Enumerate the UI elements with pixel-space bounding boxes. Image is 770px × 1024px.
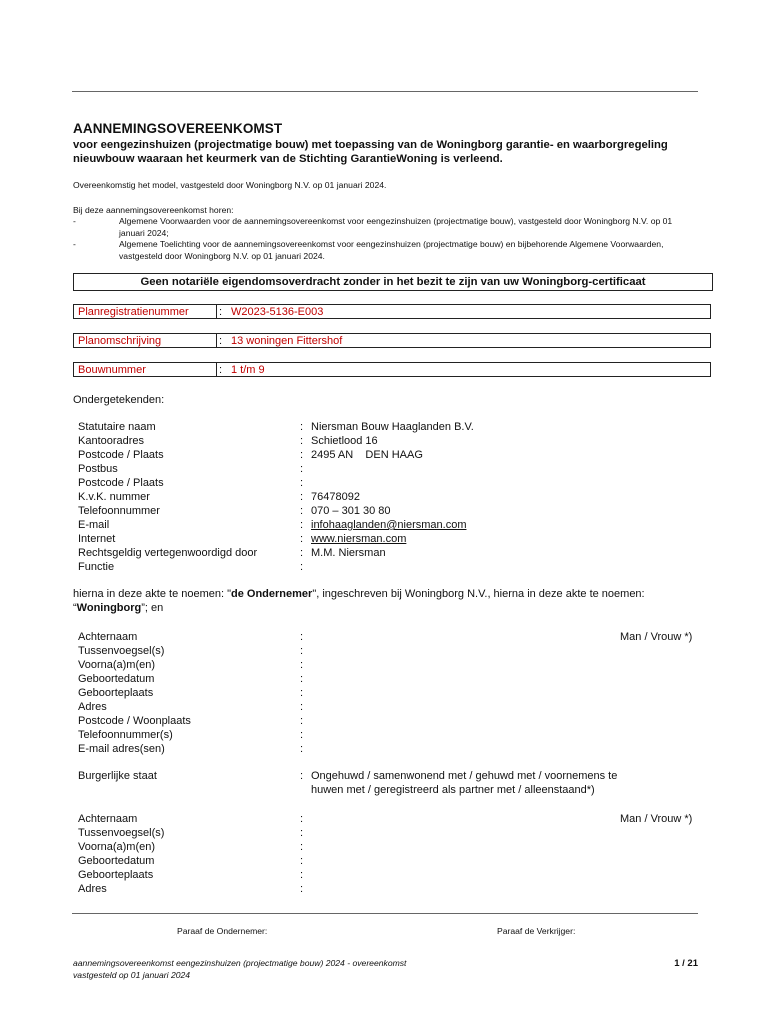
buyer-colon: : xyxy=(300,827,304,839)
hierna-text: hierna in deze akte te noemen: " xyxy=(73,588,232,600)
company-label: Rechtsgeldig vertegenwoordigd door xyxy=(78,547,258,559)
email-link[interactable]: infohaaglanden@niersman.com xyxy=(311,519,467,531)
company-label: K.v.K. nummer xyxy=(78,491,150,503)
company-details xyxy=(0,420,770,580)
plan-label: Planregistratienummer xyxy=(78,306,189,318)
buyer-colon: : xyxy=(300,813,304,825)
hierna-text: ”; en xyxy=(141,602,164,614)
gender-choice[interactable]: Man / Vrouw *) xyxy=(620,631,693,643)
bullet-dash: - xyxy=(73,239,76,249)
company-value: 2495 AN DEN HAAG xyxy=(311,449,423,461)
buyer-colon: : xyxy=(300,701,304,713)
document-subtitle: voor eengezinshuizen (projectmatige bouw) met toepassing van de Woningborg garantie- en waarborgregeling nieuwbouw waaraan het keurmerk van de Stichting GarantieWoning is verleend. xyxy=(73,139,668,165)
company-label: Functie xyxy=(78,561,115,573)
paraaf-ondernemer: Paraaf de Ondernemer: xyxy=(177,926,268,936)
company-colon: : xyxy=(300,435,304,447)
website-link[interactable]: www.niersman.com xyxy=(311,533,407,545)
company-value: 76478092 xyxy=(311,491,360,503)
gender-choice[interactable]: Man / Vrouw *) xyxy=(620,813,693,825)
plan-row-bouwnummer xyxy=(73,362,711,377)
plan-separator: : xyxy=(216,305,222,318)
plan-value: W2023-5136-E003 xyxy=(231,306,324,318)
company-colon: : xyxy=(300,561,304,573)
buyer-label: Adres xyxy=(78,701,107,713)
company-colon: : xyxy=(300,449,304,461)
document-title: AANNEMINGSOVEREENKOMST xyxy=(73,121,283,136)
plan-value: 13 woningen Fittershof xyxy=(231,335,343,347)
company-colon: : xyxy=(300,491,304,503)
page-number: 1 / 21 xyxy=(674,958,698,969)
hierna-paragraph xyxy=(73,587,703,615)
woningborg-term: Woningborg xyxy=(76,602,142,614)
footer-line: aannemingsovereenkomst eengezinshuizen (projectmatige bouw) 2024 - overeenkomst xyxy=(73,958,407,968)
buyer-colon: : xyxy=(300,631,304,643)
company-colon: : xyxy=(300,519,304,531)
certificate-warning-box: Geen notariële eigendomsoverdracht zonder in het bezit te zijn van uw Woningborg-certificaat xyxy=(73,273,713,291)
buyer-label: Voorna(a)m(en) xyxy=(78,841,156,853)
buyer-label: Postcode / Woonplaats xyxy=(78,715,191,727)
plan-label: Bouwnummer xyxy=(78,364,146,376)
civil-status xyxy=(0,769,770,799)
paraaf-verkrijger: Paraaf de Verkrijger: xyxy=(497,926,576,936)
buyer-label: Adres xyxy=(78,883,107,895)
civil-options[interactable]: Ongehuwd / samenwonend met / gehuwd met / voornemens te xyxy=(311,770,618,782)
company-label: E-mail xyxy=(78,519,110,531)
buyer-label: Geboorteplaats xyxy=(78,687,154,699)
company-label: Kantooradres xyxy=(78,435,145,447)
company-value: Schietlood 16 xyxy=(311,435,378,447)
buyer-label: Achternaam xyxy=(78,813,138,825)
company-label: Statutaire naam xyxy=(78,421,156,433)
company-colon: : xyxy=(300,547,304,559)
bullet-dash: - xyxy=(73,216,76,226)
buyer-colon: : xyxy=(300,743,304,755)
buyer-label: Tussenvoegsel(s) xyxy=(78,827,165,839)
company-label: Internet xyxy=(78,533,116,545)
buyer-label: E-mail adres(sen) xyxy=(78,743,165,755)
bullet-text: Algemene Toelichting voor de aannemingsovereenkomst voor eengezinshuizen (projectmatige bouw) en bijbehorende Algemene Voorwaarden, vastgesteld door Woningborg N.V. op 01 januari 2024. xyxy=(119,239,664,261)
buyer-colon: : xyxy=(300,729,304,741)
buyer-label: Geboortedatum xyxy=(78,673,155,685)
buyer-label: Achternaam xyxy=(78,631,138,643)
company-label: Postbus xyxy=(78,463,118,475)
buyer-colon: : xyxy=(300,883,304,895)
company-label: Postcode / Plaats xyxy=(78,449,164,461)
buyer-label: Geboortedatum xyxy=(78,855,155,867)
company-label: Telefoonnummer xyxy=(78,505,160,517)
company-colon: : xyxy=(300,505,304,517)
plan-label: Planomschrijving xyxy=(78,335,162,347)
intro-text: Overeenkomstig het model, vastgesteld door Woningborg N.V. op 01 januari 2024. xyxy=(73,180,387,190)
buyer-1-details xyxy=(0,630,770,760)
paraaf-rule xyxy=(72,913,698,914)
buyer-2-details xyxy=(0,812,770,900)
buyer-colon: : xyxy=(300,855,304,867)
buyer-colon: : xyxy=(300,715,304,727)
top-rule xyxy=(72,91,698,92)
buyer-colon: : xyxy=(300,687,304,699)
footer-line: vastgesteld op 01 januari 2024 xyxy=(73,969,191,980)
buyer-colon: : xyxy=(300,841,304,853)
company-colon: : xyxy=(300,477,304,489)
civil-label: Burgerlijke staat xyxy=(78,770,157,782)
company-value: Niersman Bouw Haaglanden B.V. xyxy=(311,421,474,433)
company-label: Postcode / Plaats xyxy=(78,477,164,489)
buyer-label: Tussenvoegsel(s) xyxy=(78,645,165,657)
company-value: M.M. Niersman xyxy=(311,547,386,559)
plan-value: 1 t/m 9 xyxy=(231,364,265,376)
civil-options[interactable]: huwen met / geregistreerd als partner met / alleenstaand*) xyxy=(311,784,595,796)
belongs-heading: Bij deze aannemingsovereenkomst horen: xyxy=(73,205,234,215)
buyer-label: Geboorteplaats xyxy=(78,869,154,881)
plan-separator: : xyxy=(216,334,222,347)
buyer-colon: : xyxy=(300,673,304,685)
plan-separator: : xyxy=(216,363,222,376)
buyer-label: Voorna(a)m(en) xyxy=(78,659,156,671)
company-value: 070 – 301 30 80 xyxy=(311,505,391,517)
bullet-text: Algemene Voorwaarden voor de aannemingsovereenkomst voor eengezinshuizen (projectmatige bouw), vastgesteld door Woningborg N.V. op 01 januari 2024; xyxy=(119,216,673,238)
company-colon: : xyxy=(300,533,304,545)
company-colon: : xyxy=(300,463,304,475)
buyer-colon: : xyxy=(300,869,304,881)
plan-row-description xyxy=(73,333,711,348)
signed-heading: Ondergetekenden: xyxy=(73,394,165,406)
buyer-label: Telefoonnummer(s) xyxy=(78,729,173,741)
buyer-colon: : xyxy=(300,659,304,671)
plan-row-registration xyxy=(73,304,711,319)
ondernemer-term: de Ondernemer xyxy=(231,588,313,600)
hierna-text: ", ingeschreven bij Woningborg N.V., hierna in deze akte te noemen: “ xyxy=(73,588,645,614)
buyer-colon: : xyxy=(300,645,304,657)
civil-colon: : xyxy=(300,770,304,782)
company-colon: : xyxy=(300,421,304,433)
page-footer xyxy=(73,958,698,981)
